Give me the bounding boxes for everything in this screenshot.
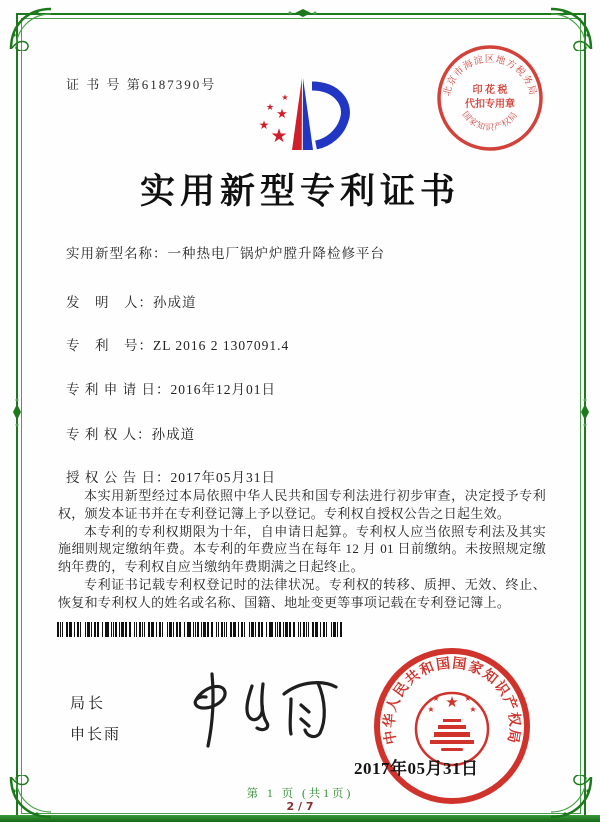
svg-text:★: ★ bbox=[445, 695, 459, 711]
field-utility-model-name bbox=[66, 242, 550, 262]
corner-ornament-icon bbox=[549, 5, 595, 51]
field-label: 发 明 人： bbox=[66, 295, 153, 310]
field-patent-number bbox=[66, 334, 550, 354]
field-value: 2017年05月31日 bbox=[170, 470, 276, 485]
svg-text:★: ★ bbox=[270, 126, 288, 147]
field-filing-date bbox=[66, 378, 550, 398]
field-label: 实用新型名称： bbox=[66, 246, 168, 261]
field-label: 专 利 号： bbox=[66, 338, 153, 353]
edge-ornament-icon bbox=[283, 7, 317, 19]
legal-paragraph-3: 专利证书记载专利权登记时的法律状况。专利权的转移、质押、无效、终止、恢复和专利权人的姓名或名称、国籍、地址变更等事项记载在专利登记簿上。 bbox=[58, 576, 546, 610]
office-seal-ring-text: 中华人民共和国国家知识产权局 bbox=[382, 656, 522, 746]
svg-text:★: ★ bbox=[281, 93, 289, 102]
corner-ornament-icon bbox=[7, 5, 53, 51]
field-patentee bbox=[66, 423, 550, 443]
field-label: 授 权 公 告 日： bbox=[66, 470, 171, 485]
svg-text:国家知识产权局 bbox=[460, 109, 519, 132]
viewer-page-indicator: 2 / 7 bbox=[286, 800, 314, 813]
field-inventor bbox=[66, 291, 550, 311]
field-grant-date bbox=[66, 466, 550, 486]
page-indicator: 第 1 页 (共1页) bbox=[246, 788, 354, 800]
director-name: 申长雨 bbox=[70, 727, 122, 743]
tax-stamp-icon bbox=[433, 41, 547, 155]
edge-ornament-icon bbox=[11, 398, 23, 432]
tax-stamp-ring-bottom: 国家知识产权局 bbox=[460, 109, 520, 133]
edge-ornament-icon bbox=[579, 398, 591, 432]
barcode bbox=[57, 622, 346, 637]
certificate-title: 实用新型专利证书 bbox=[139, 172, 460, 211]
grant-date-stamp: 2017年05月31日 bbox=[354, 759, 479, 778]
svg-text:★: ★ bbox=[464, 694, 472, 703]
field-value: 一种热电厂锅炉炉膛升降检修平台 bbox=[167, 246, 385, 261]
office-seal-icon bbox=[371, 645, 533, 807]
tax-stamp-center-line1: 印 花 税 bbox=[472, 85, 508, 96]
field-value: 孙成道 bbox=[151, 427, 196, 442]
field-label: 专 利 申 请 日： bbox=[66, 382, 171, 397]
field-value: 孙成道 bbox=[153, 295, 197, 310]
svg-text:★: ★ bbox=[258, 118, 270, 132]
legal-text bbox=[58, 487, 546, 612]
certificate-number: 证 书 号 第6187390号 bbox=[66, 77, 217, 92]
field-label: 专 利 权 人： bbox=[66, 427, 152, 442]
bottom-border-band bbox=[0, 815, 600, 822]
director-signature-icon bbox=[166, 668, 344, 752]
national-emblem-icon bbox=[427, 694, 476, 751]
svg-text:★: ★ bbox=[276, 106, 288, 121]
tax-stamp-center-line2: 代扣专用章 bbox=[465, 99, 515, 110]
cnipa-logo-icon bbox=[236, 74, 364, 164]
field-value: ZL 2016 2 1307091.4 bbox=[153, 338, 290, 353]
legal-paragraph-2: 本专利的专利权期限为十年，自申请日起算。专利权人应当依照专利法及其实施细则规定缴纳年费。本专利的年费应当在每年 12 月 01 日前缴纳。未按照规定缴纳年费的，专利权自应当缴纳年费期满之日起终止。 bbox=[58, 523, 546, 575]
svg-text:★: ★ bbox=[427, 705, 435, 714]
tax-stamp-ring-top: 北京市海淀区地方税务局 bbox=[442, 54, 538, 98]
svg-text:★: ★ bbox=[432, 694, 440, 703]
svg-text:★: ★ bbox=[469, 705, 477, 714]
field-value: 2016年12月01日 bbox=[170, 382, 276, 397]
svg-text:★: ★ bbox=[265, 102, 275, 112]
director-title: 局长 bbox=[70, 696, 107, 712]
legal-paragraph-1: 本实用新型经过本局依照中华人民共和国专利法进行初步审查，决定授予专利权，颁发本证书并在专利登记簿上予以登记。专利权自授权公告之日起生效。 bbox=[58, 488, 546, 521]
